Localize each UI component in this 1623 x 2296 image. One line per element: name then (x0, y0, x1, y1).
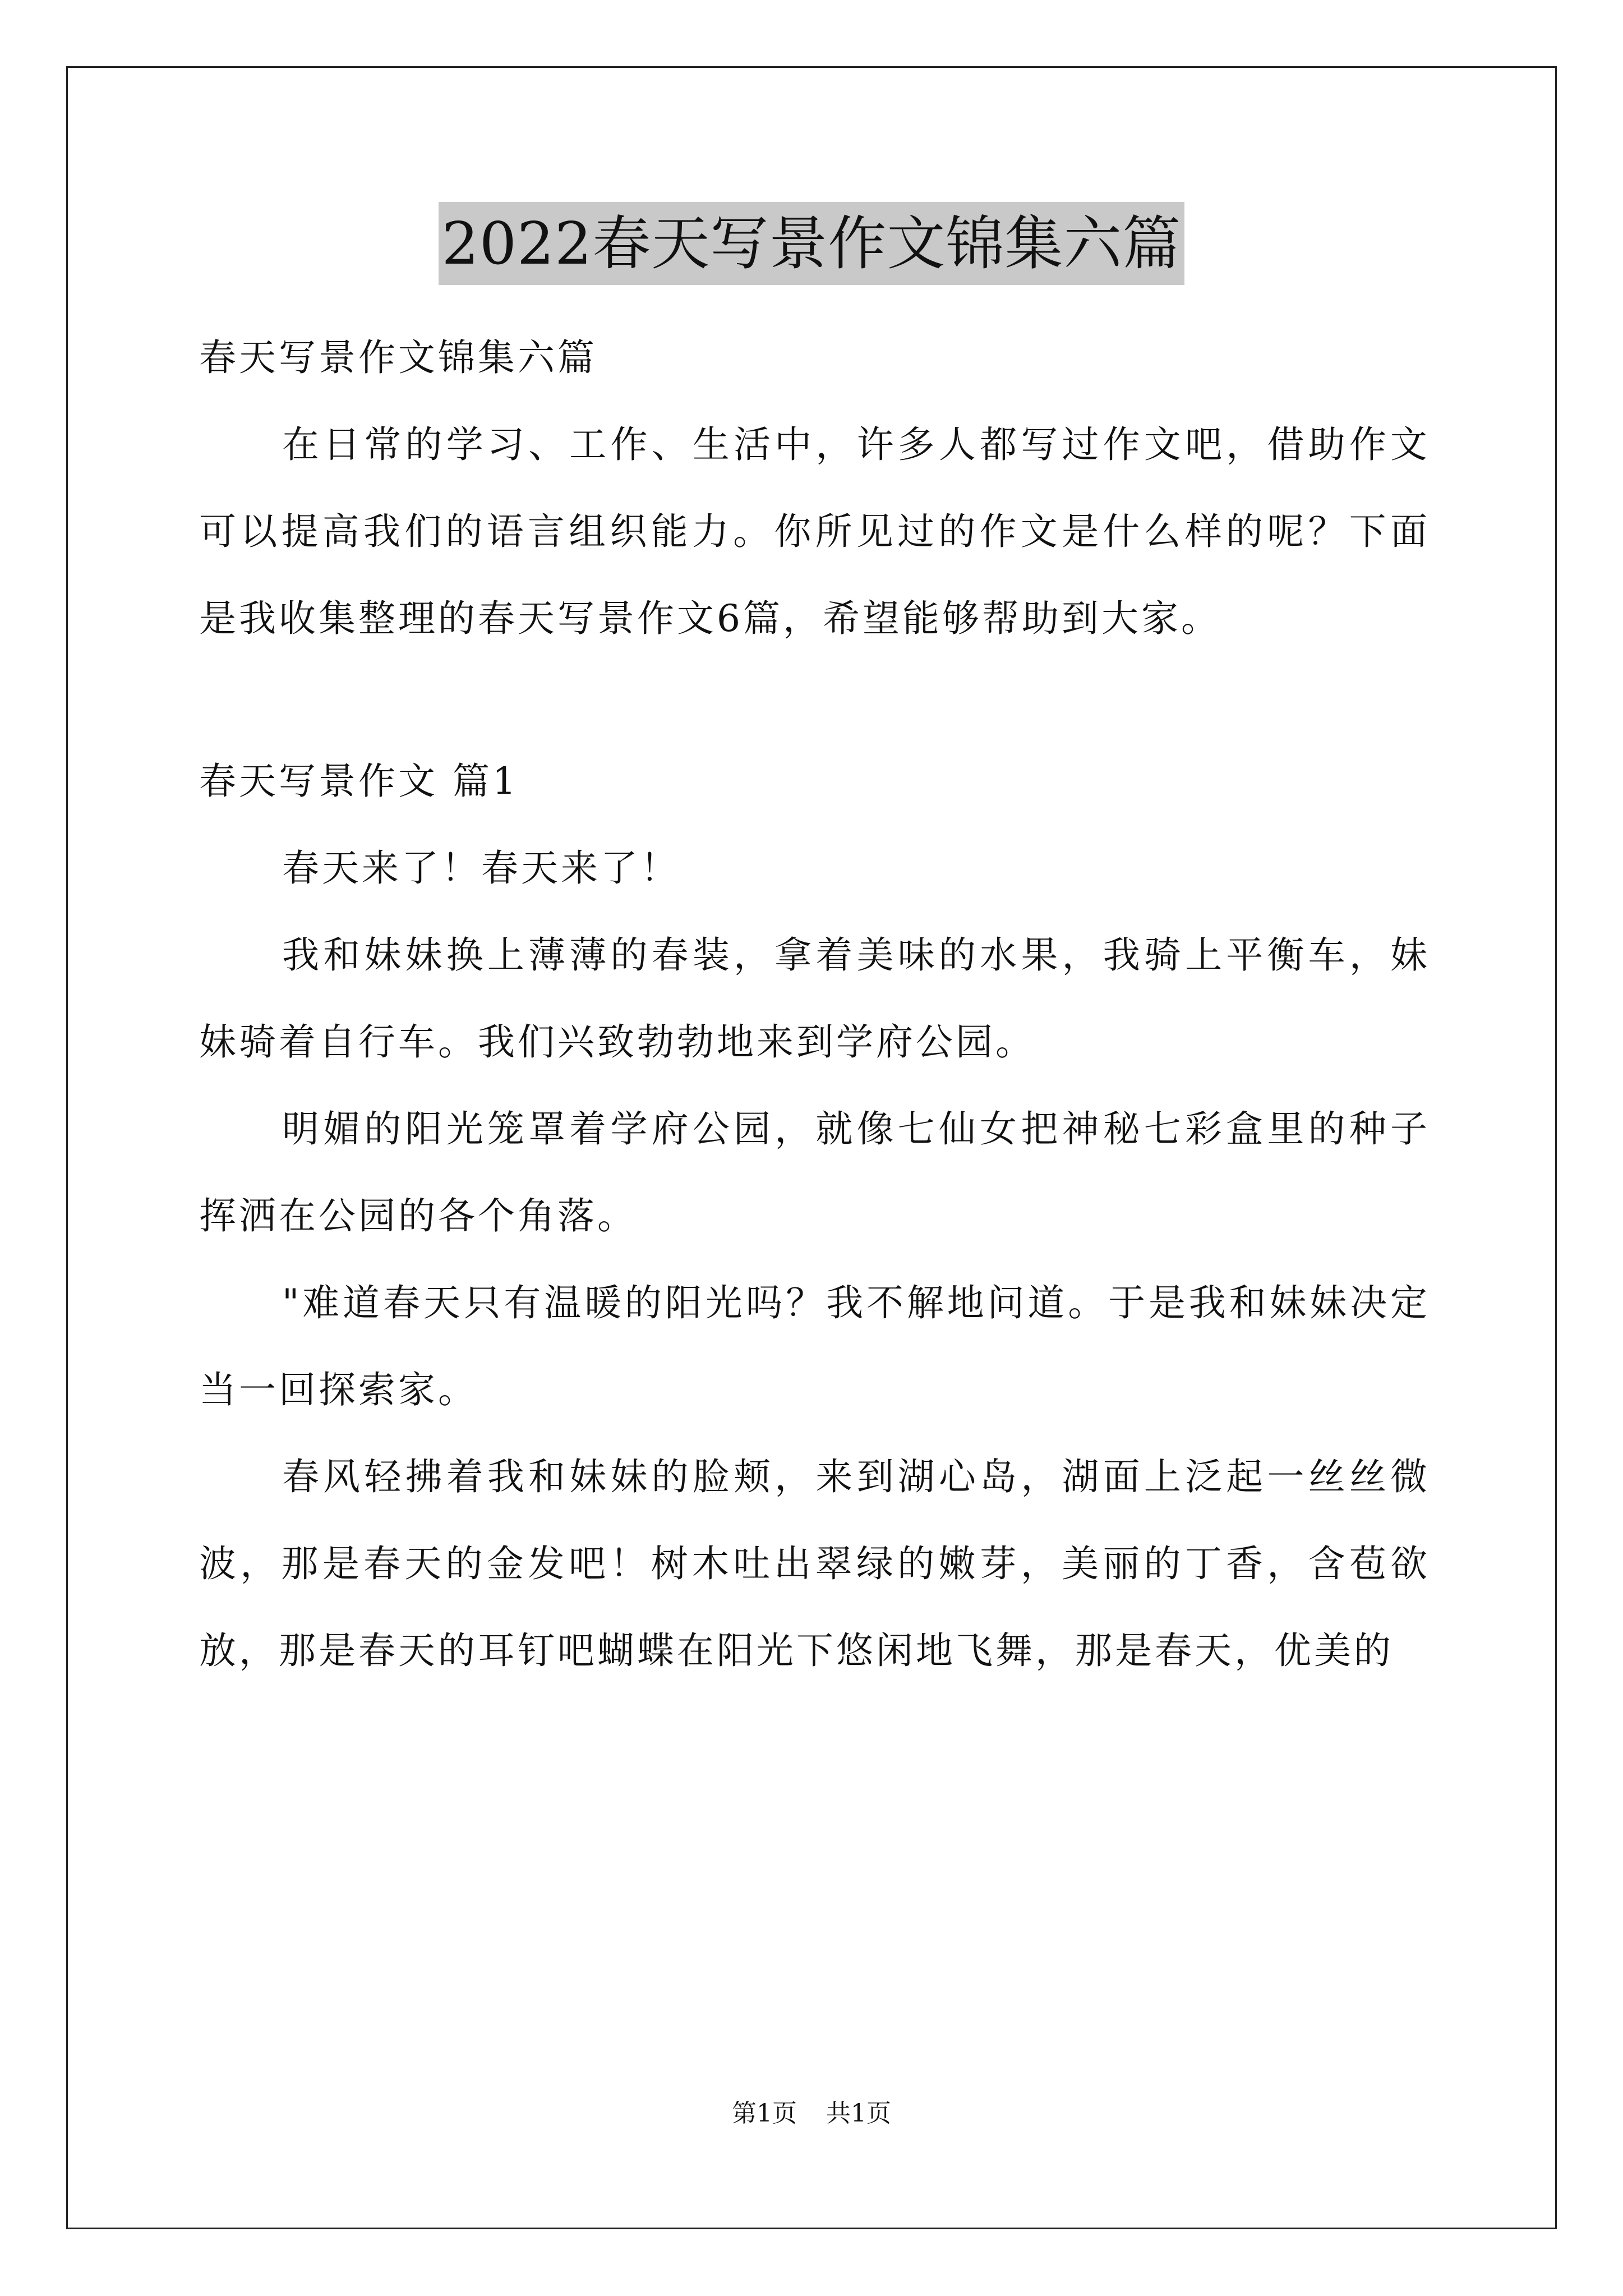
page-footer (0, 2098, 1623, 2129)
section-spacer (199, 662, 1430, 738)
body-paragraph: 明媚的阳光笼罩着学府公园，就像七仙女把神秘七彩盒里的种子挥洒在公园的各个角落。 (199, 1107, 1430, 1237)
document-title: 2022春天写景作文锦集六篇 (439, 202, 1185, 285)
intro-paragraph: 在日常的学习、工作、生活中，许多人都写过作文吧，借助作文可以提高我们的语言组织能力。你所见过的作文是什么样的呢？下面是我收集整理的春天写景作文6篇，希望能够帮助到大家。 (199, 423, 1430, 640)
page-number: 第1页 (732, 2099, 797, 2128)
document-body (199, 314, 1430, 1694)
body-paragraph: 春风轻拂着我和妹妹的脸颊，来到湖心岛，湖面上泛起一丝丝微波，那是春天的金发吧！树木吐出翠绿的嫩芽，美丽的丁香，含苞欲放，那是春天的耳钉吧蝴蝶在阳光下悠闲地飞舞，那是春天，优美的 (199, 1455, 1430, 1672)
body-paragraph: "难道春天只有温暖的阳光吗？我不解地问道。于是我和妹妹决定当一回探索家。 (199, 1281, 1430, 1411)
page-total: 共1页 (826, 2099, 891, 2128)
document-subtitle: 春天写景作文锦集六篇 (199, 336, 597, 379)
title-container (0, 202, 1623, 285)
body-paragraph: 春天来了！春天来了！ (282, 846, 680, 890)
section-heading: 春天写景作文 篇1 (199, 760, 519, 803)
body-paragraph: 我和妹妹换上薄薄的春装，拿着美味的水果，我骑上平衡车，妹妹骑着自行车。我们兴致勃勃地来到学府公园。 (199, 933, 1430, 1064)
